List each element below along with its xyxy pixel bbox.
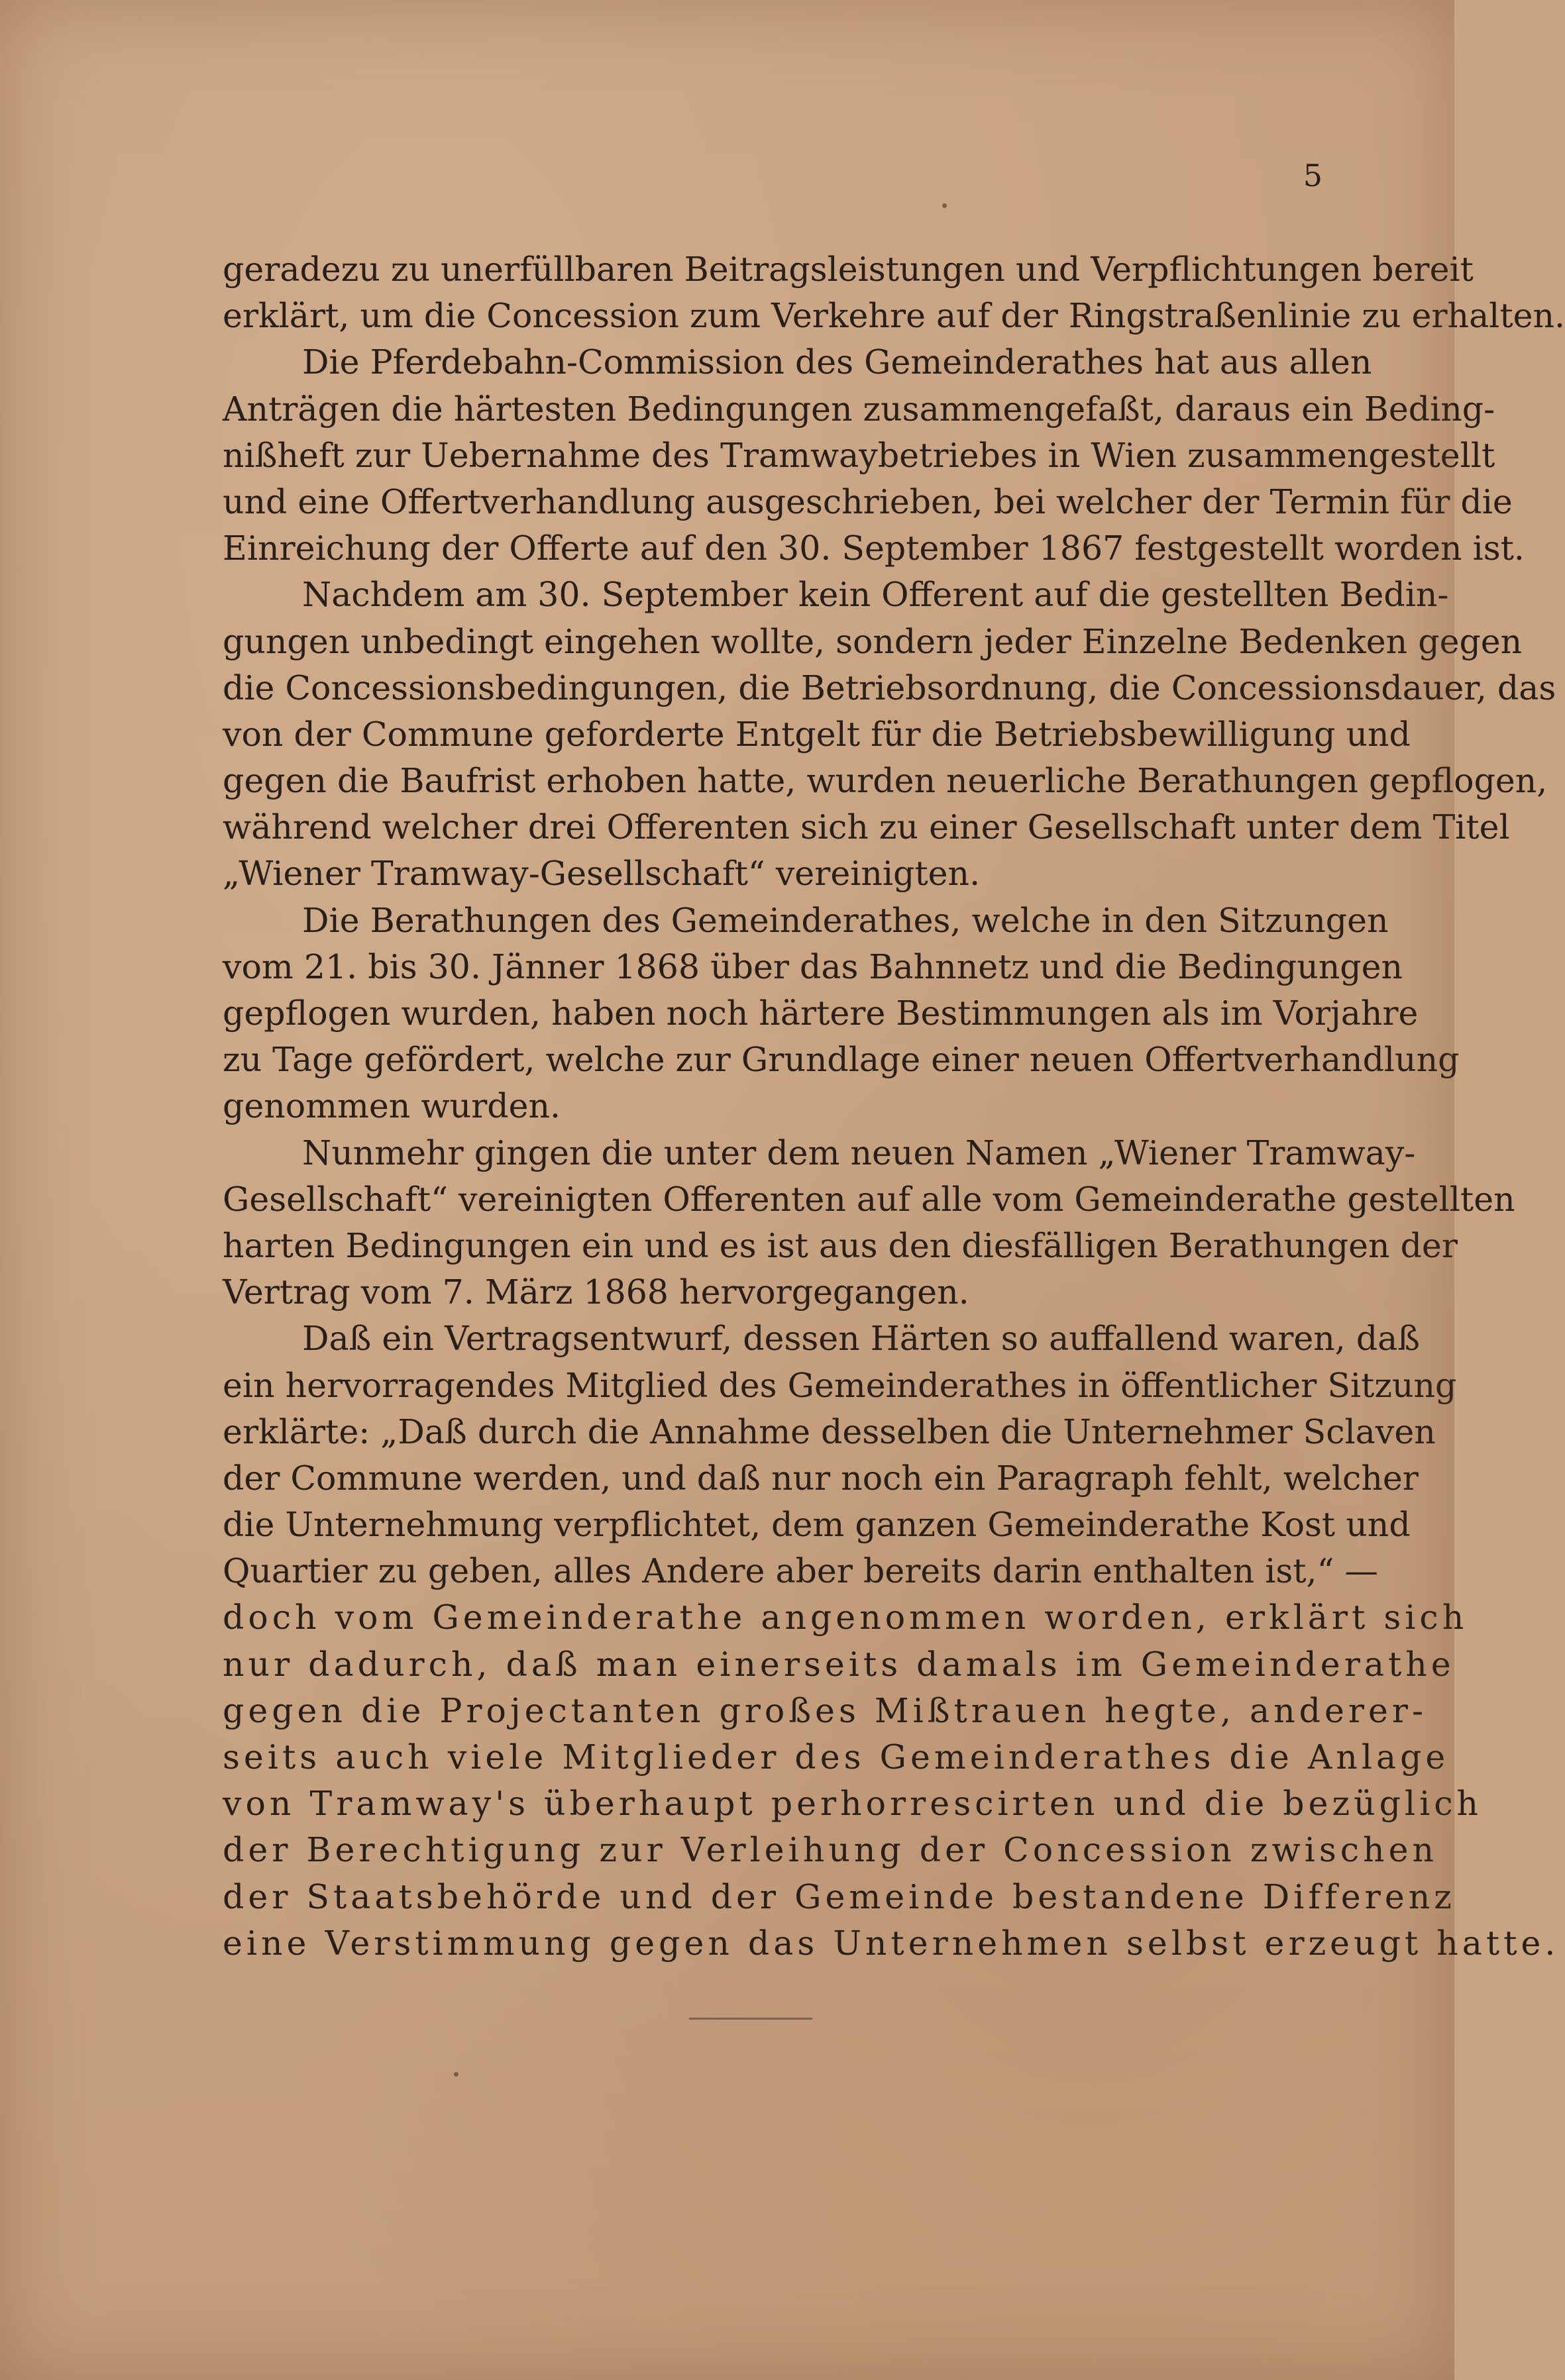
text-line: und eine Offertverhandlung ausgeschrieben, bei welcher der Termin für die (223, 482, 1513, 521)
text-line: Die Pferdebahn-Commission des Gemeinderathes hat aus allen (302, 342, 1372, 382)
text-line: seits auch viele Mitglieder des Gemeinderathes die Anlage (223, 1737, 1450, 1777)
text-line: der Commune werden, und daß nur noch ein Paragraph fehlt, welcher (223, 1458, 1419, 1498)
end-rule (689, 2018, 812, 2020)
text-line: genommen wurden. (223, 1086, 561, 1126)
text-line: Einreichung der Offerte auf den 30. September 1867 festgestellt worden ist. (223, 529, 1525, 568)
paper-speck (454, 2072, 459, 2077)
text-line: Vertrag vom 7. März 1868 hervorgegangen. (223, 1272, 969, 1312)
page-number: 5 (1303, 158, 1323, 193)
text-line: Daß ein Vertragsentwurf, dessen Härten so auffallend waren, daß (302, 1319, 1421, 1359)
text-line: nur dadurch, daß man einerseits damals im Gemeinderathe (223, 1644, 1455, 1684)
text-line: Die Berathungen des Gemeinderathes, welche in den Sitzungen (302, 900, 1389, 940)
text-line: nißheft zur Uebernahme des Tramwaybetriebes in Wien zusammengestellt (223, 435, 1495, 475)
text-line: während welcher drei Offerenten sich zu einer Gesellschaft unter dem Titel (223, 807, 1510, 847)
text-line: von Tramway's überhaupt perhorrescirten und die bezüglich (223, 1784, 1483, 1824)
text-line: erklärt, um die Concession zum Verkehre auf der Ringstraßenlinie zu erhalten. (223, 296, 1565, 336)
text-line: Gesellschaft“ vereinigten Offerenten auf alle vom Gemeinderathe gestellten (223, 1179, 1515, 1219)
text-line: der Staatsbehörde und der Gemeinde bestandene Differenz (223, 1877, 1456, 1916)
text-line: die Unternehmung verpflichtet, dem ganzen Gemeinderathe Kost und (223, 1505, 1411, 1545)
text-line: „Wiener Tramway-Gesellschaft“ vereinigten. (223, 854, 981, 894)
text-line: zu Tage gefördert, welche zur Grundlage einer neuen Offertverhandlung (223, 1040, 1460, 1080)
text-line: vom 21. bis 30. Jänner 1868 über das Bahnnetz und die Bedingungen (223, 947, 1403, 986)
text-line: erklärte: „Daß durch die Annahme desselben die Unternehmer Sclaven (223, 1412, 1436, 1451)
text-line: harten Bedingungen ein und es ist aus den diesfälligen Berathungen der (223, 1225, 1458, 1265)
text-line: Nunmehr gingen die unter dem neuen Namen „Wiener Tramway- (302, 1133, 1416, 1172)
text-line: ein hervorragendes Mitglied des Gemeinderathes in öffentlicher Sitzung (223, 1365, 1457, 1405)
body-text (223, 246, 1565, 1967)
text-line: die Concessionsbedingungen, die Betriebsordnung, die Concessionsdauer, das (223, 668, 1556, 707)
text-line: Anträgen die härtesten Bedingungen zusammengefaßt, daraus ein Beding- (223, 389, 1495, 429)
text-line: gungen unbedingt eingehen wollte, sondern jeder Einzelne Bedenken gegen (223, 621, 1523, 661)
text-line: Quartier zu geben, alles Andere aber bereits darin enthalten ist,“ — (223, 1551, 1378, 1591)
text-line: eine Verstimmung gegen das Unternehmen selbst erzeugt hatte. (223, 1923, 1560, 1963)
text-line: gepflogen wurden, haben noch härtere Bestimmungen als im Vorjahre (223, 994, 1419, 1033)
text-line: Nachdem am 30. September kein Offerent auf die gestellten Bedin- (302, 575, 1449, 615)
text-line: geradezu zu unerfüllbaren Beitragsleistungen und Verpflichtungen bereit (223, 250, 1474, 289)
text-line: gegen die Baufrist erhoben hatte, wurden neuerliche Berathungen gepflogen, (223, 761, 1548, 801)
paper-speck (942, 203, 947, 208)
text-line: von der Commune geforderte Entgelt für die Betriebsbewilligung und (223, 714, 1411, 754)
text-line: gegen die Projectanten großes Mißtrauen hegte, anderer- (223, 1690, 1428, 1730)
text-line: doch vom Gemeinderathe angenommen worden, erklärt sich (223, 1598, 1468, 1637)
text-line: der Berechtigung zur Verleihung der Concession zwischen (223, 1830, 1438, 1870)
